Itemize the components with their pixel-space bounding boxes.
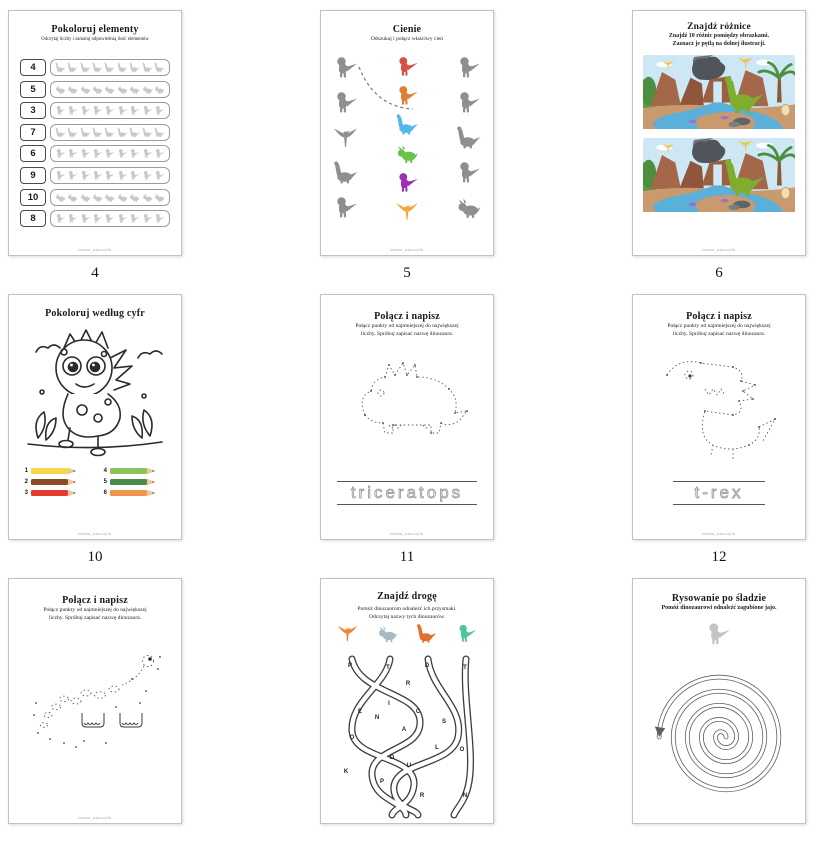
dino-icon [396,200,419,223]
page-thumbnail-bottom-middle[interactable] [320,578,494,824]
spiral-trace-path [644,649,794,824]
pencil-legend [23,467,167,497]
page-subtitle-line2: Odczytaj nazwy tych dinozaurów. [368,614,446,620]
tracing-lines [337,481,477,505]
dino-icon [416,623,437,644]
number-box: 6 [20,145,46,162]
legend-item [23,489,88,497]
page-thumbnail-5[interactable] [320,10,494,256]
number-box: 7 [20,124,46,141]
page-number-label: 6 [715,265,723,281]
dino-icon [337,623,358,644]
page-title: Cienie [392,24,422,35]
page-cell [632,294,806,578]
legend-number: 2 [24,479,28,485]
legend-number: 4 [103,468,107,474]
dino-icon [396,171,419,194]
page-thumbnail-bottom-left[interactable] [8,578,182,824]
page-number-label: 11 [399,549,415,565]
pencil-icon [110,467,156,475]
page-number-label: 5 [403,265,411,281]
legend-item [102,478,167,486]
page-subtitle-line1: Połącz punkty od najmniejszej do największej [355,323,459,329]
dino-shadow-icon [333,195,358,220]
shadow-column-right [456,55,481,230]
watermark: mama_nauczyla [390,531,424,536]
count-row [20,102,170,119]
pencil-icon [31,489,77,497]
elements-strip [50,167,170,184]
page-title: Połącz i napisz [374,311,440,322]
maze-letter: R [405,681,411,687]
maze-letter: K [343,769,349,775]
legend-number: 5 [103,479,107,485]
traced-word: triceratops [350,483,464,502]
count-row [20,59,170,76]
dot-to-dot-trex [649,349,789,459]
elements-strip [50,81,170,98]
scene-image-top [643,53,795,131]
page-subtitle: Odszukaj i połącz właściwy cień [370,36,444,42]
dino-shadow-icon [333,160,358,185]
dino-shadow-icon [456,90,481,115]
maze-letter: P [347,663,353,669]
dino-icon [377,623,398,644]
dino-shadow-icon [456,195,481,220]
dino-icon [705,621,731,647]
page-cell [8,578,182,862]
dino-shadow-icon [456,160,481,185]
page-cell [320,10,494,294]
page-subtitle-line2: liczby. Spróbuj zapisać nazwę dinozaura. [48,615,142,621]
page-cell [320,294,494,578]
page-title: Połącz i napisz [686,311,752,322]
number-box: 4 [20,59,46,76]
page-number-label: 12 [711,549,727,565]
maze-letter: A [401,727,407,733]
color-by-number-dino-image [20,322,170,460]
worksheet-thumbnail-grid [8,10,806,862]
number-box: 3 [20,102,46,119]
maze-letter: D [389,755,395,761]
maze-letter: U [406,763,412,769]
count-row [20,145,170,162]
dot-to-dot-triceratops [337,353,477,453]
elements-strip [50,145,170,162]
maze-letter: I [388,701,390,707]
page-title: Znajdź drogę [377,591,437,602]
page-title: Znajdź różnice [687,22,751,32]
maze-letter: L [435,745,439,751]
elements-strip [50,189,170,206]
legend-item [102,489,167,497]
dashed-connector-line [355,61,417,117]
page-title: Pokoloruj według cyfr [45,308,145,319]
page-thumbnail-12[interactable] [632,294,806,540]
elements-strip [50,59,170,76]
maze-letter: S [441,719,447,725]
maze-letter: E [357,709,363,715]
page-subtitle-line2: liczby. Spróbuj zapisać nazwę dinozaura. [360,331,454,337]
page-cell [320,578,494,862]
watermark: mama_nauczyla [702,531,736,536]
elements-strip [50,102,170,119]
dino-shadow-icon [456,125,481,150]
maze-letter: D [424,663,430,669]
dino-shadow-icon [456,55,481,80]
maze-letter: O [459,747,465,753]
watermark: mama_nauczyla [78,247,112,252]
legend-item [102,467,167,475]
legend-item [23,478,88,486]
spiral-start-arrow [655,726,666,737]
number-box: 9 [20,167,46,184]
page-subtitle: Odczytaj liczby i zamaluj odpowiednią ilość elementów [41,37,149,42]
maze-letter: T [463,665,467,671]
count-row [20,210,170,227]
pencil-icon [31,478,77,486]
page-thumbnail-6[interactable] [632,10,806,256]
page-cell [8,294,182,578]
tracing-lines [673,481,765,505]
page-thumbnail-bottom-right[interactable] [632,578,806,824]
count-row [20,189,170,206]
page-title: Rysowanie po śladzie [671,593,767,604]
elements-strip [50,210,170,227]
page-subtitle-line1: Znajdź 10 różnic pomiędzy obrazkami. [668,33,770,39]
maze-dino-row [337,623,477,644]
count-row [20,167,170,184]
pencil-icon [110,489,156,497]
maze-letter: N [462,793,468,799]
maze-letter: R [419,793,425,799]
pencil-icon [31,467,77,475]
maze-letter: C [415,709,421,715]
dot-to-dot-longneck [20,643,170,753]
page-title: Pokoloruj elementy [51,24,139,35]
watermark: mama_nauczyla [702,247,736,252]
maze-paths [332,649,482,821]
page-subtitle-line1: Połącz punkty od najmniejszej do największej [667,323,771,329]
page-subtitle-line1: Pomóż dinozaurom odnaleźć ich przysmaki. [357,606,457,612]
number-box: 5 [20,81,46,98]
dino-icon [456,623,477,644]
page-number-label: 10 [87,549,103,565]
page-cell [632,10,806,294]
pencil-icon [110,478,156,486]
page-title: Połącz i napisz [62,595,128,606]
page-cell [632,578,806,862]
legend-number: 6 [103,490,107,496]
page-thumbnail-11[interactable] [320,294,494,540]
elements-strip [50,124,170,141]
page-cell [8,10,182,294]
page-thumbnail-4[interactable] [8,10,182,256]
count-row [20,81,170,98]
page-subtitle: Pomóż dinozaurowi odnaleźć zagubione jajo. [661,605,777,611]
legend-number: 3 [24,490,28,496]
dino-shadow-icon [333,125,358,150]
maze-letter: N [374,715,380,721]
watermark: mama_nauczyla [390,247,424,252]
maze-letter: T [386,665,390,671]
traced-word: t-rex [694,483,744,502]
page-number-label: 4 [91,265,99,281]
maze-letter: O [349,735,355,741]
page-subtitle-line2: Zaznacz je pętlą na dolnej ilustracji. [672,41,766,47]
number-box: 10 [20,189,46,206]
watermark: mama_nauczyla [78,531,112,536]
scene-image-bottom [643,136,795,214]
count-row [20,124,170,141]
page-subtitle-line1: Połącz punkty od najmniejszej do największej [43,607,147,613]
count-rows [20,59,170,232]
legend-item [23,467,88,475]
dino-icon [396,142,419,165]
number-box: 8 [20,210,46,227]
page-subtitle-line2: liczby. Spróbuj zapisać nazwę dinozaura. [672,331,766,337]
maze-letter: P [379,779,385,785]
watermark: mama_nauczyla [78,815,112,820]
legend-number: 1 [24,468,28,474]
page-thumbnail-10[interactable] [8,294,182,540]
